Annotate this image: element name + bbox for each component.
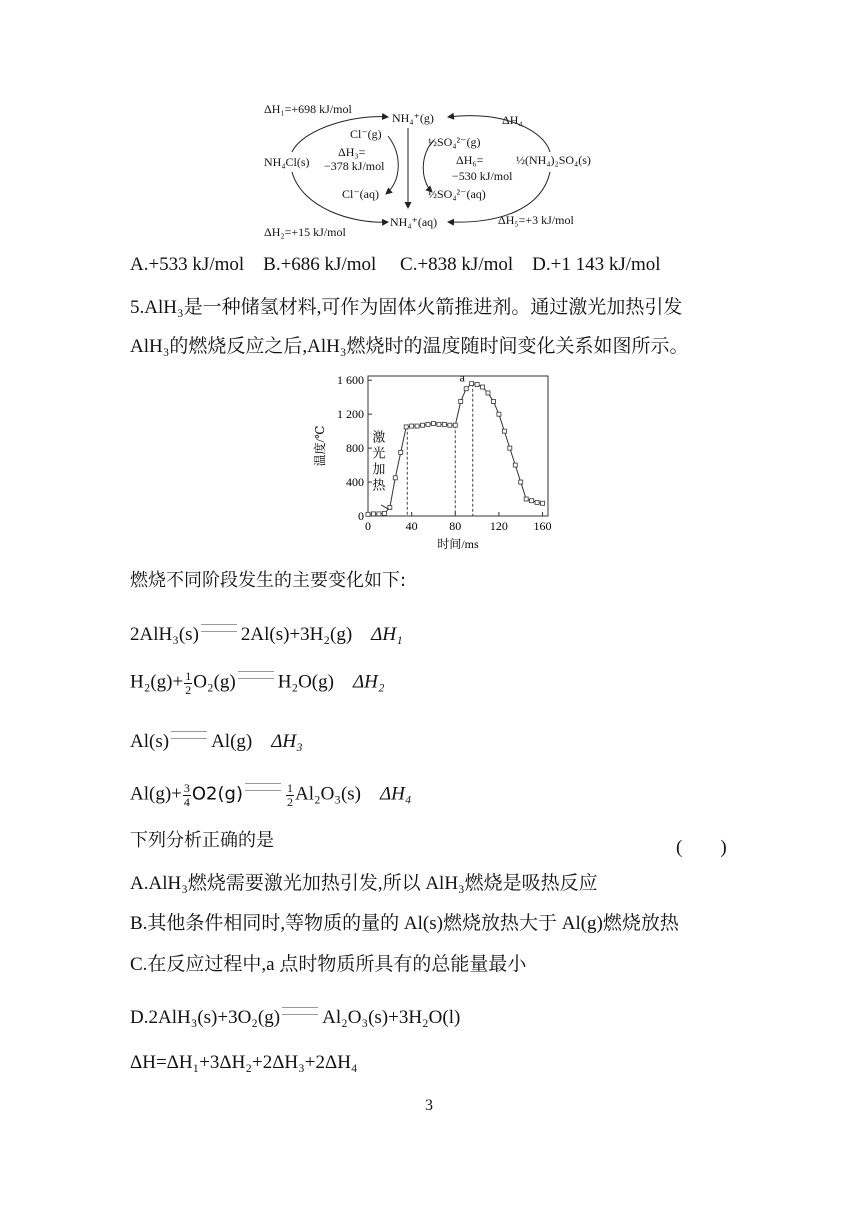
- chart-data-point: [410, 424, 414, 428]
- dh2-label: ΔH₂=+15 kJ/mol: [264, 225, 346, 239]
- chart-data-point: [442, 422, 446, 426]
- chart-data-point: [371, 512, 375, 516]
- chart-data-point: [497, 412, 501, 416]
- equals-sign-icon: [282, 1007, 318, 1015]
- q5-stage-intro: 燃烧不同阶段发生的主要变化如下:: [130, 570, 407, 591]
- q5-option-d-dh: ΔH=ΔH₁+3ΔH₂+2ΔH₃+2ΔH₄: [130, 1052, 358, 1073]
- nh4-aq-label: NH₄⁺(aq): [390, 215, 438, 229]
- nh4-gas-label: NH₄⁺(g): [392, 111, 434, 125]
- chart-x-tick-label: 160: [533, 519, 552, 533]
- q5-stem-line-2: AlH₃的燃烧反应之后,AlH₃燃烧时的温度随时间变化关系如图所示。: [130, 336, 689, 357]
- chart-data-point: [475, 382, 479, 386]
- chart-data-point: [431, 422, 435, 426]
- chart-data-point: [393, 476, 397, 480]
- chart-laser-annotation: 热: [372, 477, 386, 493]
- chart-y-tick-label: 0: [358, 509, 364, 523]
- eq3-right: Al(g): [211, 731, 253, 752]
- q5-option-b[interactable]: B.其他条件相同时,等物质的量的 Al(s)燃烧放热大于 Al(g)燃烧放热: [130, 913, 679, 934]
- chart-data-point: [415, 424, 419, 428]
- chart-data-point: [481, 385, 485, 389]
- dh5-label: ΔH₅=+3 kJ/mol: [498, 213, 574, 227]
- equation-2: [130, 670, 384, 696]
- dh3-label-b: −378 kJ/mol: [324, 159, 385, 173]
- chart-data-point: [453, 423, 457, 427]
- q5-stem-line-1: 5.AlH₃是一种储氢材料,可作为固体火箭推进剂。通过激光加热引发: [130, 297, 683, 318]
- eqD-left: D.2AlH₃(s)+3O₂(g): [130, 1007, 281, 1028]
- chart-x-tick-label: 120: [489, 519, 508, 533]
- eq2-left-a: H₂(g)+: [130, 671, 184, 693]
- chart-x-tick-label: 80: [449, 519, 462, 533]
- chloride-aq-label: Cl⁻(aq): [342, 187, 379, 201]
- eq1-right: 2Al(s)+3H₂(g): [240, 624, 353, 645]
- chart-data-point: [366, 512, 370, 516]
- sulfate-aq-label: ½SO₄²⁻(aq): [428, 187, 486, 201]
- chart-data-point: [382, 511, 386, 515]
- chart-y-tick-label: 1 600: [337, 373, 364, 388]
- q5-option-a[interactable]: A.AlH₃燃烧需要激光加热引发,所以 AlH₃燃烧是吸热反应: [130, 873, 598, 894]
- chart-y-tick-label: 800: [346, 441, 364, 456]
- eq4-dh: ΔH₄: [380, 783, 412, 805]
- chart-data-point: [377, 512, 381, 516]
- dh6-label-b: −530 kJ/mol: [452, 169, 513, 183]
- chart-data-point: [513, 463, 517, 467]
- q5-ask: 下列分析正确的是: [130, 830, 274, 851]
- q4-option-d[interactable]: D.+1 143 kJ/mol: [532, 254, 661, 275]
- arrow-clg-to-claq: [386, 136, 398, 194]
- eq3-dh: ΔH₃: [271, 731, 303, 752]
- chart-data-point: [399, 450, 403, 454]
- chart-plot-frame: [368, 376, 548, 516]
- chart-data-point: [426, 422, 430, 426]
- answer-bracket: ( ): [676, 837, 727, 858]
- chart-data-point: [535, 500, 539, 504]
- chart-data-point: [421, 423, 425, 427]
- chart-data-point: [491, 399, 495, 403]
- chart-data-point: [519, 480, 523, 484]
- chart-y-tick-label: 400: [346, 475, 364, 490]
- q4-options: [130, 255, 661, 274]
- chart-data-point: [486, 391, 490, 395]
- chart-series-line: [368, 384, 543, 515]
- eq3-left: Al(s): [130, 731, 170, 752]
- eq4-left-b: O2(g): [191, 783, 243, 805]
- chart-data-point: [508, 446, 512, 450]
- ammonium-chloride-label: NH₄Cl(s): [264, 155, 310, 169]
- chart-x-tick-label: 40: [405, 519, 418, 533]
- chart-point-a-label: a: [459, 372, 465, 385]
- chart-data-point: [404, 425, 408, 429]
- dh6-label-a: ΔH₆=: [456, 153, 484, 167]
- eq2-fraction: $\frac{1}{2}$: [185, 669, 192, 697]
- dh4-label: ΔH₄: [502, 113, 523, 127]
- chloride-gas-label: Cl⁻(g): [350, 127, 382, 141]
- eq4-fraction-1: $\frac{3}{4}$: [183, 781, 190, 809]
- q4-option-b[interactable]: B.+686 kJ/mol: [263, 254, 377, 275]
- equals-sign-icon: [171, 731, 207, 739]
- eq2-left-b: O₂(g): [193, 671, 236, 693]
- eq4-fraction-2: $\frac{1}{2}$: [286, 781, 293, 809]
- chart-data-point: [502, 429, 506, 433]
- page-number: 3: [425, 1097, 433, 1114]
- chart-x-axis-label: 时间/ms: [437, 537, 479, 551]
- chart-x-tick-label: 0: [365, 519, 371, 533]
- thermochemical-cycle-diagram: [262, 100, 602, 245]
- eqD-right: Al₂O₃(s)+3H₂O(l): [322, 1007, 461, 1028]
- equation-3: [130, 731, 303, 751]
- chart-data-point: [464, 387, 468, 391]
- eq2-dh: ΔH₂: [352, 671, 385, 693]
- equals-sign-icon: [245, 783, 281, 791]
- chart-data-point: [524, 497, 528, 501]
- chart-laser-annotation: 光: [372, 445, 386, 461]
- temperature-time-chart: [310, 372, 560, 552]
- chart-data-point: [530, 499, 534, 503]
- chart-laser-annotation: 激: [372, 429, 386, 445]
- dh1-label: ΔH₁=+698 kJ/mol: [264, 102, 352, 116]
- chart-data-point: [448, 423, 452, 427]
- q5-option-d[interactable]: [130, 1007, 460, 1027]
- chart-laser-annotation: 加: [372, 461, 386, 477]
- chart-data-point: [437, 422, 441, 426]
- equals-sign-icon: [201, 624, 237, 632]
- equation-4: [130, 782, 411, 808]
- eq1-dh: ΔH₁: [371, 624, 403, 645]
- q4-option-a[interactable]: A.+533 kJ/mol: [130, 254, 245, 275]
- eq1-left: 2AlH₃(s): [130, 624, 199, 645]
- chart-data-point: [470, 382, 474, 386]
- dh3-label-a: ΔH₃=: [338, 145, 366, 159]
- chart-data-point: [541, 501, 545, 505]
- chart-y-axis-label: 温度/℃: [313, 425, 327, 467]
- equation-1: [130, 624, 403, 644]
- equals-sign-icon: [238, 671, 274, 679]
- eq2-right: H₂O(g): [277, 671, 334, 693]
- sulfate-gas-label: ½SO₄²⁻(g): [428, 135, 481, 149]
- chart-y-tick-label: 1 200: [337, 407, 364, 422]
- eq4-right: Al₂O₃(s): [294, 783, 361, 805]
- q5-option-c[interactable]: C.在反应过程中,a 点时物质所具有的总能量最小: [130, 954, 527, 975]
- chart-data-point: [459, 399, 463, 403]
- ammonium-sulfate-label: ½(NH₄)₂SO₄(s): [516, 153, 591, 167]
- eq4-left-a: Al(g)+: [130, 783, 182, 805]
- q4-option-c[interactable]: C.+838 kJ/mol: [400, 254, 514, 275]
